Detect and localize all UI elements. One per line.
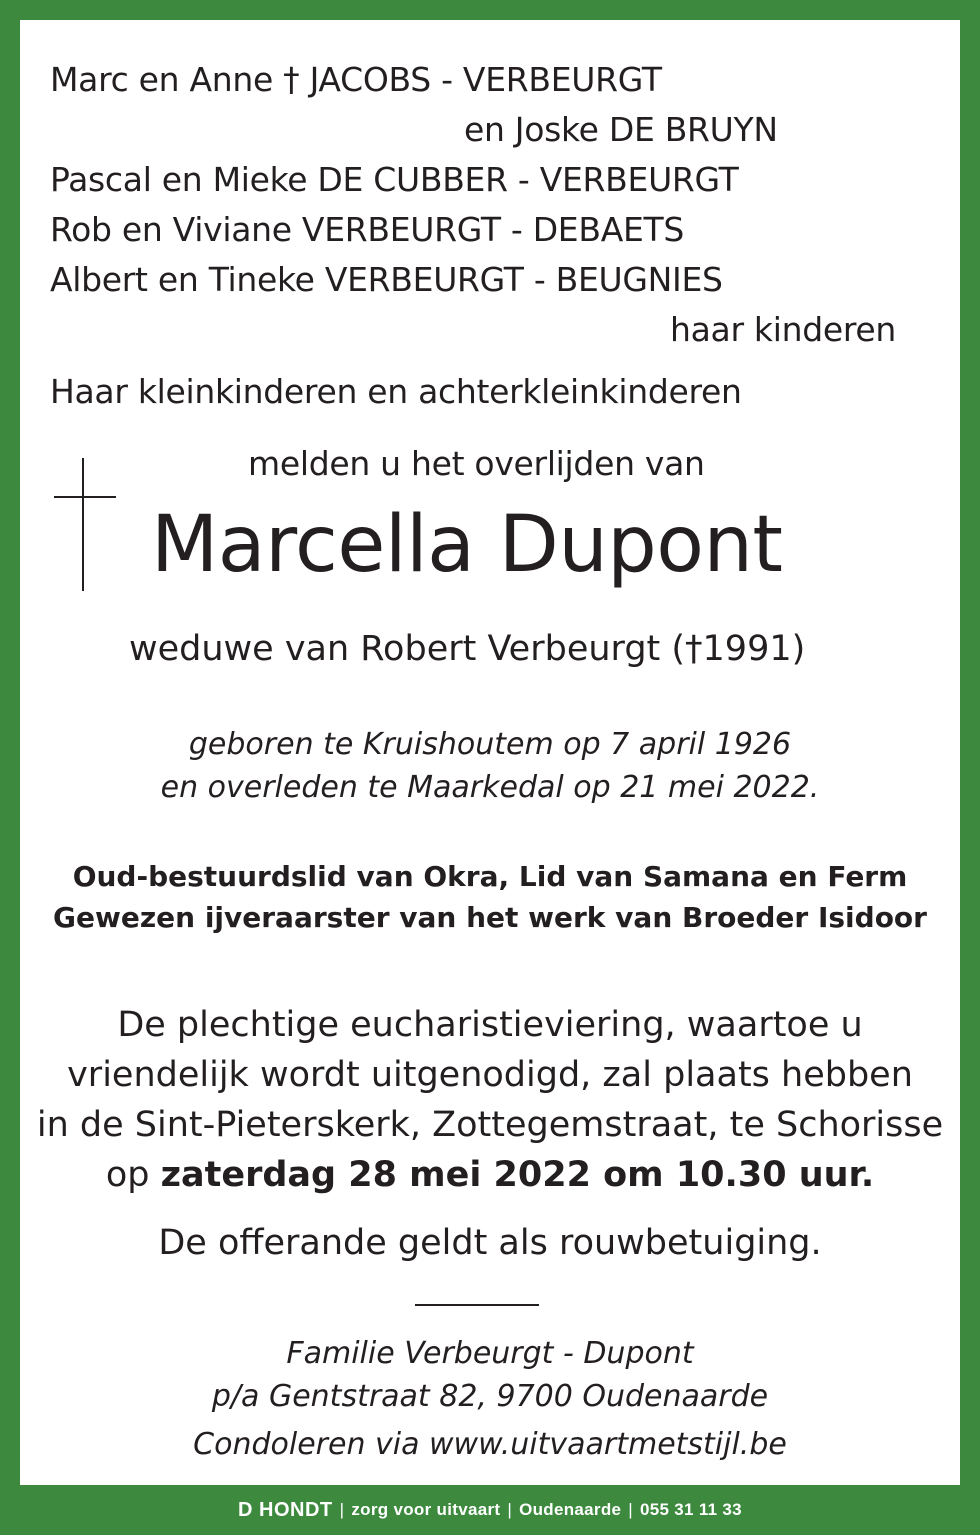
contact-family: Familie Verbeurgt - Dupont	[286, 1336, 694, 1371]
brand-logo: D HONDT	[238, 1498, 333, 1521]
cross-icon-bar	[54, 496, 116, 498]
deceased-name: Marcella Dupont	[151, 500, 783, 590]
contact-condolences: Condoleren via www.uitvaartmetstijl.be	[193, 1427, 787, 1462]
divider	[415, 1304, 539, 1306]
announce-line: melden u het overlijden van	[248, 444, 705, 483]
offering-line: De offerande geldt als rouwbetuiging.	[158, 1223, 822, 1263]
brand-tagline: zorg voor uitvaart	[351, 1500, 501, 1519]
separator: |	[507, 1500, 513, 1519]
ceremony-line-3: in de Sint-Pieterskerk, Zottegemstraat, te Schorisse	[36, 1105, 944, 1145]
ceremony-line-2: vriendelijk wordt uitgenodigd, zal plaats hebben	[67, 1055, 913, 1095]
brand-phone: 055 31 11 33	[640, 1500, 742, 1519]
born-line: geboren te Kruishoutem op 7 april 1926	[188, 727, 792, 762]
contact-address: p/a Gentstraat 82, 9700 Oudenaarde	[211, 1379, 769, 1414]
ceremony-line-1: De plechtige eucharistieviering, waartoe u	[117, 1005, 863, 1045]
died-line: en overleden te Maarkedal op 21 mei 2022.	[160, 770, 820, 805]
grandchildren-line: Haar kleinkinderen en achterkleinkinderen	[50, 372, 742, 411]
widow-line: weduwe van Robert Verbeurgt (†1991)	[129, 629, 806, 669]
children-label: haar kinderen	[670, 310, 897, 349]
family-line-3: Rob en Viviane VERBEURGT - DEBAETS	[50, 210, 685, 249]
family-line-2: Pascal en Mieke DE CUBBER - VERBEURGT	[50, 160, 739, 199]
family-line-1b: en Joske DE BRUYN	[464, 110, 778, 149]
brand-city: Oudenaarde	[519, 1500, 622, 1519]
footer-bar	[20, 1485, 960, 1535]
family-line-4: Albert en Tineke VERBEURGT - BEUGNIES	[50, 260, 723, 299]
separator: |	[628, 1500, 633, 1519]
family-line-1: Marc en Anne † JACOBS - VERBEURGT	[50, 60, 662, 99]
cross-icon	[82, 458, 84, 591]
role-line-2: Gewezen ijveraarster van het werk van Broeder Isidoor	[53, 901, 927, 934]
ceremony-line-4	[20, 1155, 960, 1195]
separator: |	[339, 1500, 345, 1519]
ceremony-prefix: op	[105, 1155, 161, 1195]
ceremony-date: zaterdag 28 mei 2022 om 10.30 uur.	[160, 1155, 875, 1195]
role-line-1: Oud-bestuurdslid van Okra, Lid van Samana en Ferm	[72, 860, 908, 893]
